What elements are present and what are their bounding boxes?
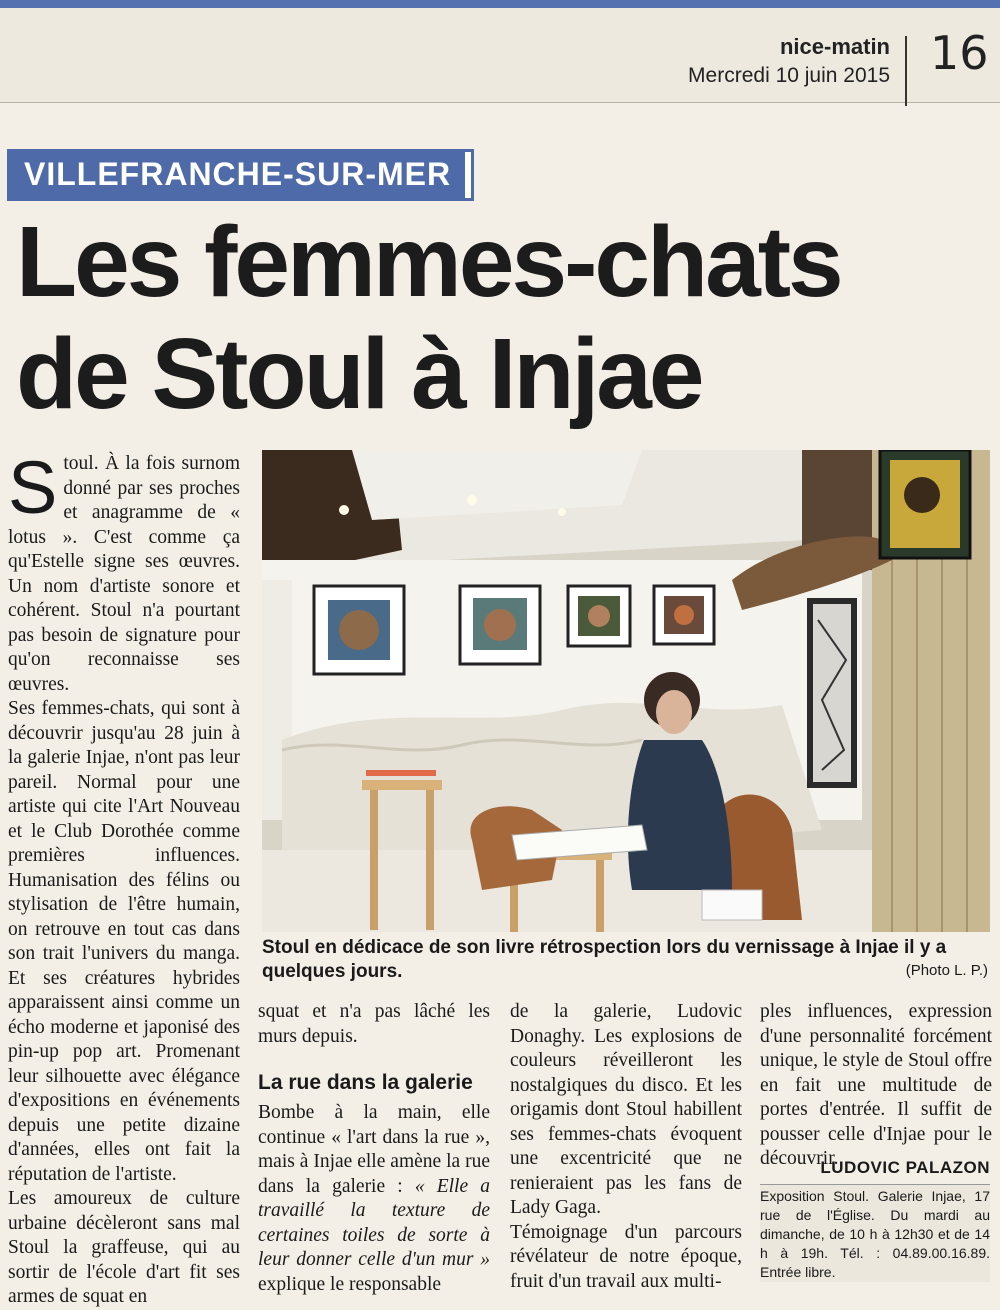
headline-line-2: de Stoul à Injae xyxy=(16,318,702,430)
text-column-4 xyxy=(760,1000,992,1172)
paragraph: ples influences, expression d'une personnalité forcément unique, le style de Stoul offre en fait une multitude de portes d'entrée. Il suffit de pousser celle d'Injae pour le découvrir. xyxy=(760,1001,992,1169)
paragraph: Les amoureux de culture urbaine décèleront sans mal Stoul la graffeuse, qui au sortir de l'école d'art fit ses armes de squat en xyxy=(8,1188,240,1307)
paragraph xyxy=(258,1101,490,1297)
photo-caption: Stoul en dédicace de son livre rétrospection lors du vernissage à Injae il y a quelques jours. xyxy=(262,937,947,982)
paragraph: Témoignage d'un parcours révélateur de notre époque, fruit d'un travail aux multi- xyxy=(510,1221,742,1292)
drop-cap: S xyxy=(8,446,58,529)
article-headline xyxy=(16,206,976,430)
paragraph-text: Bombe à la main, elle continue « l'art dans la rue », mais à Injae elle amène la rue dans la galerie : xyxy=(258,1102,490,1197)
paragraph: de la galerie, Ludovic Donaghy. Les explosions de couleurs réveilleront les nostalgiques du disco. Et les origamis dont Stoul habillent ses femmes-chats évoquent une excentricité que ne renieraient pas les fans de Lady Gaga. xyxy=(510,1001,742,1218)
text-column-3 xyxy=(510,1000,742,1294)
text-column-1 xyxy=(8,446,240,1310)
author-signature: LUDOVIC PALAZON xyxy=(820,1158,990,1177)
paragraph: squat et n'a pas lâché les murs depuis. xyxy=(258,1001,490,1047)
page-number: 16 xyxy=(930,26,989,80)
gallery-photo xyxy=(262,450,990,932)
masthead xyxy=(0,8,1000,103)
issue-date: Mercredi 10 juin 2015 xyxy=(688,64,890,87)
headline-line-1: Les femmes-chats xyxy=(16,206,841,318)
location-kicker: VILLEFRANCHE-SUR-MER xyxy=(10,152,471,198)
top-color-band xyxy=(0,0,1000,8)
masthead-divider xyxy=(905,36,907,106)
newspaper-name: nice-matin xyxy=(779,34,890,59)
paragraph: Ses femmes-chats, qui sont à découvrir jusqu'au 28 juin à la galerie Injae, n'ont pas leur pareil. Normal pour une artiste qui cite l'Art Nouveau et le Club Dorothée comme premières influences. Humanisation des félins ou stylisation de l'être humain, on retrouve en tout cas dans son trait l'univers du manga. Et ses créatures hybrides apparaissent ainsi comme un écho moderne et japonisé des pin-up pop art. Promenant leur silhouette avec élégance d'expositions en événements depuis une petite dizaine d'années, elles ont fait la réputation de l'artiste. xyxy=(8,698,240,1185)
text-column-2 xyxy=(258,1000,490,1297)
paragraph-text: explique le responsable xyxy=(258,1273,442,1295)
subheading: La rue dans la galerie xyxy=(258,1071,473,1094)
photo-credit: (Photo L. P.) xyxy=(905,962,988,979)
exhibition-info: Exposition Stoul. Galerie Injae, 17 rue de l'Église. Du mardi au dimanche, de 10 h à 12h30 et de 14 h à 19h. Tél. : 04.89.00.16.89. Entrée libre. xyxy=(760,1184,990,1282)
paragraph: toul. À la fois surnom donné par ses proches et anagramme de « lotus ». C'est comme ça qu'Estelle signe ses œuvres. Un nom d'artiste sonore et cohérent. Stoul n'a pourtant pas besoin de signature pour qu'on reconnaisse ses œuvres. xyxy=(8,453,240,695)
quote: « Elle a travaillé la texture de certaines toiles de sorte à leur donner celle d'un mur » xyxy=(258,1175,491,1270)
